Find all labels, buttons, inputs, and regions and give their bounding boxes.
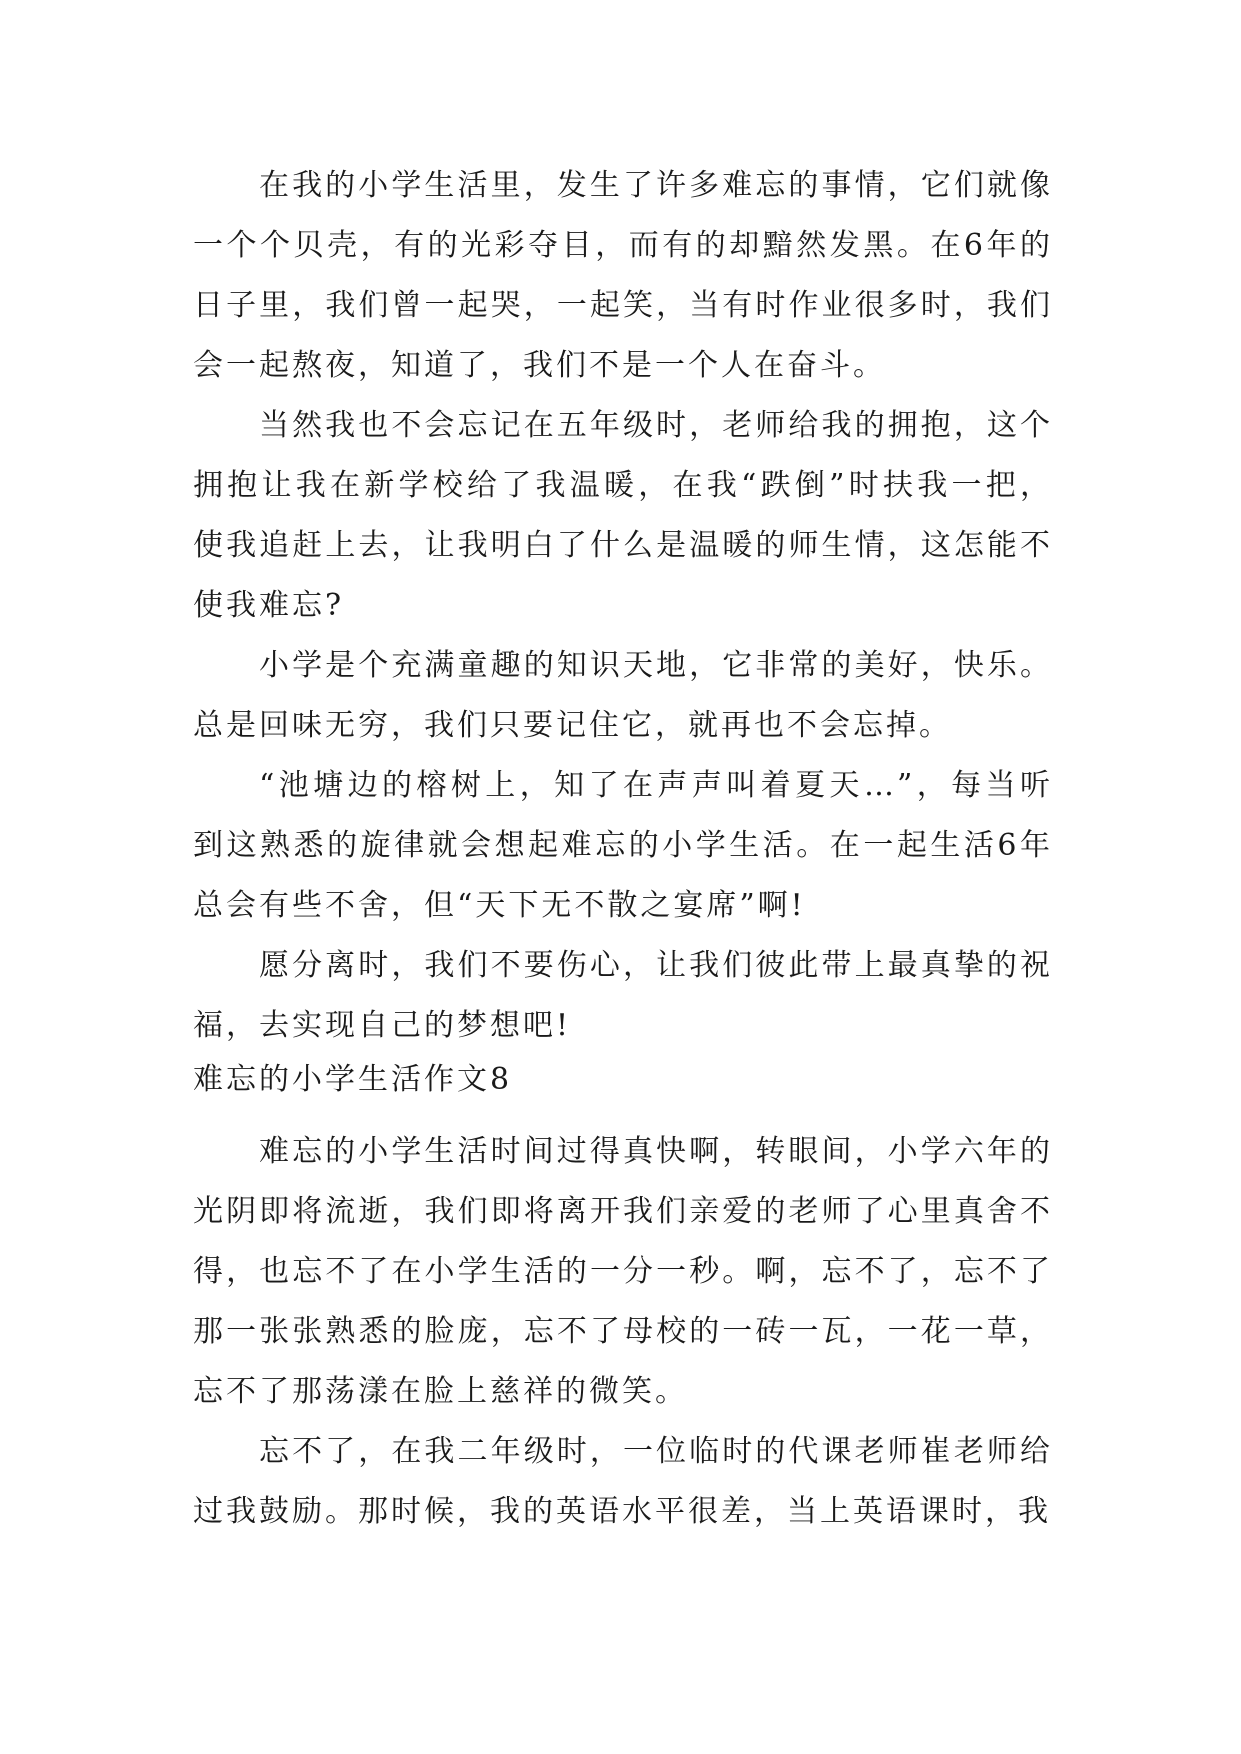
- paragraph-shells: 在我的小学生活里，发生了许多难忘的事情，它们就像一个个贝壳，有的光彩夺目，而有的却黯然发黑。在6年的日子里，我们曾一起哭，一起笑，当有时作业很多时，我们会一起熬夜，知道了，我们不是一个人在奋斗。: [193, 168, 1053, 383]
- paragraph-song-memory: “池塘边的榕树上，知了在声声叫着夏天…”，每当听到这熟悉的旋律就会想起难忘的小学生活。在一起生活6年总会有些不舍，但“天下无不散之宴席”啊!: [193, 768, 1053, 923]
- paragraph-time-flies: 难忘的小学生活时间过得真快啊，转眼间，小学六年的光阴即将流逝，我们即将离开我们亲爱的老师了心里真舍不得，也忘不了在小学生活的一分一秒。啊，忘不了，忘不了那一张张熟悉的脸庞，忘不了母校的一砖一瓦，一花一草，忘不了那荡漾在脸上慈祥的微笑。: [193, 1134, 1053, 1409]
- paragraph-teacher-hug: 当然我也不会忘记在五年级时，老师给我的拥抱，这个拥抱让我在新学校给了我温暖，在我“跌倒”时扶我一把，使我追赶上去，让我明白了什么是温暖的师生情，这怎能不使我难忘?: [193, 408, 1053, 623]
- essay-section-1: [193, 156, 1053, 1056]
- essay-heading: 难忘的小学生活作文8: [193, 1062, 513, 1097]
- paragraph-teacher-cui: 忘不了，在我二年级时，一位临时的代课老师崔老师给过我鼓励。那时候，我的英语水平很差，当上英语课时，我: [193, 1434, 1053, 1529]
- paragraph-knowledge-world: 小学是个充满童趣的知识天地，它非常的美好，快乐。总是回味无穷，我们只要记住它，就再也不会忘掉。: [193, 648, 1053, 743]
- essay-section-2: [193, 1122, 1053, 1542]
- paragraph-farewell: 愿分离时，我们不要伤心，让我们彼此带上最真挚的祝福，去实现自己的梦想吧!: [193, 948, 1053, 1043]
